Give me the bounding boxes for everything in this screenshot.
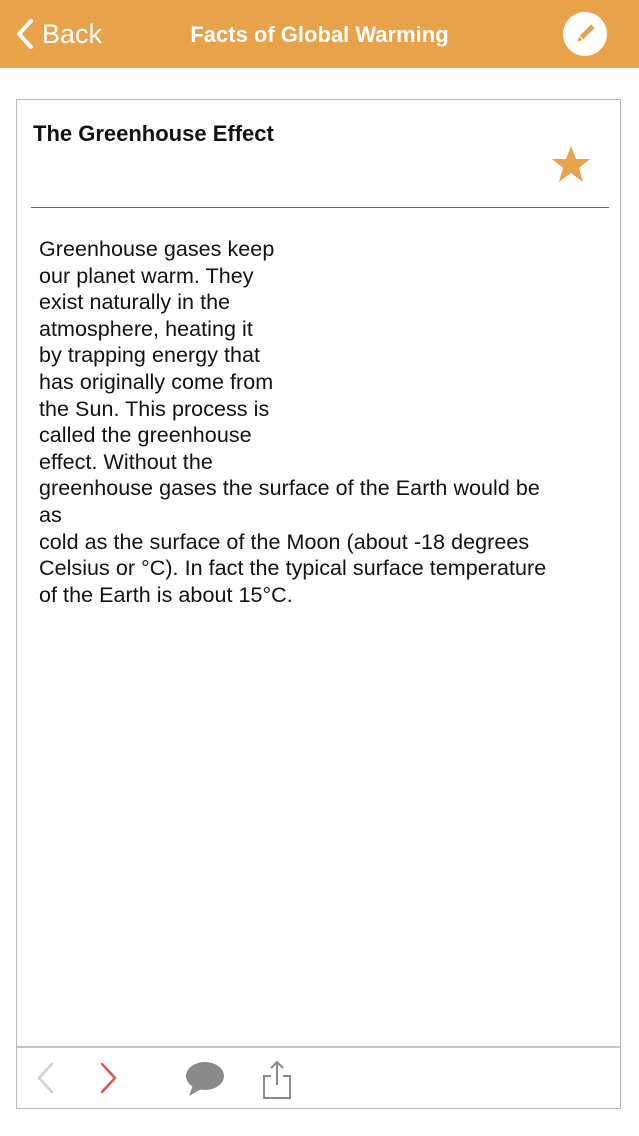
article-title: The Greenhouse Effect — [33, 121, 274, 146]
chevron-right-icon — [97, 1058, 121, 1098]
pencil-icon — [572, 21, 598, 47]
chevron-left-icon — [16, 18, 34, 50]
article-header — [31, 108, 609, 208]
article-body: Greenhouse gases keep our planet warm. They exist naturally in the atmosphere, heating it by trapping energy that has originally come from the Sun. This process is called the greenhouse effect. Without the greenhouse gases the surface of the Earth would be as cold as the surface of the Moon (about -18 degrees Celsius or °C). In fact the typical surface temperature of the Earth is about 15°C. — [39, 237, 547, 607]
navigation-bar — [0, 0, 639, 68]
comment-button[interactable] — [183, 1058, 227, 1103]
next-button[interactable] — [97, 1058, 121, 1103]
page-title: Facts of Global Warming — [190, 22, 449, 47]
previous-button[interactable] — [33, 1058, 57, 1103]
speech-bubble-icon — [183, 1058, 227, 1098]
back-label: Back — [42, 18, 103, 49]
edit-button[interactable] — [563, 12, 607, 56]
article-card — [16, 99, 621, 1109]
share-button[interactable] — [257, 1058, 297, 1107]
chevron-left-icon — [33, 1058, 57, 1098]
back-button[interactable] — [16, 14, 102, 54]
share-icon — [257, 1058, 297, 1102]
star-icon[interactable] — [551, 144, 591, 184]
bottom-toolbar — [17, 1046, 620, 1108]
